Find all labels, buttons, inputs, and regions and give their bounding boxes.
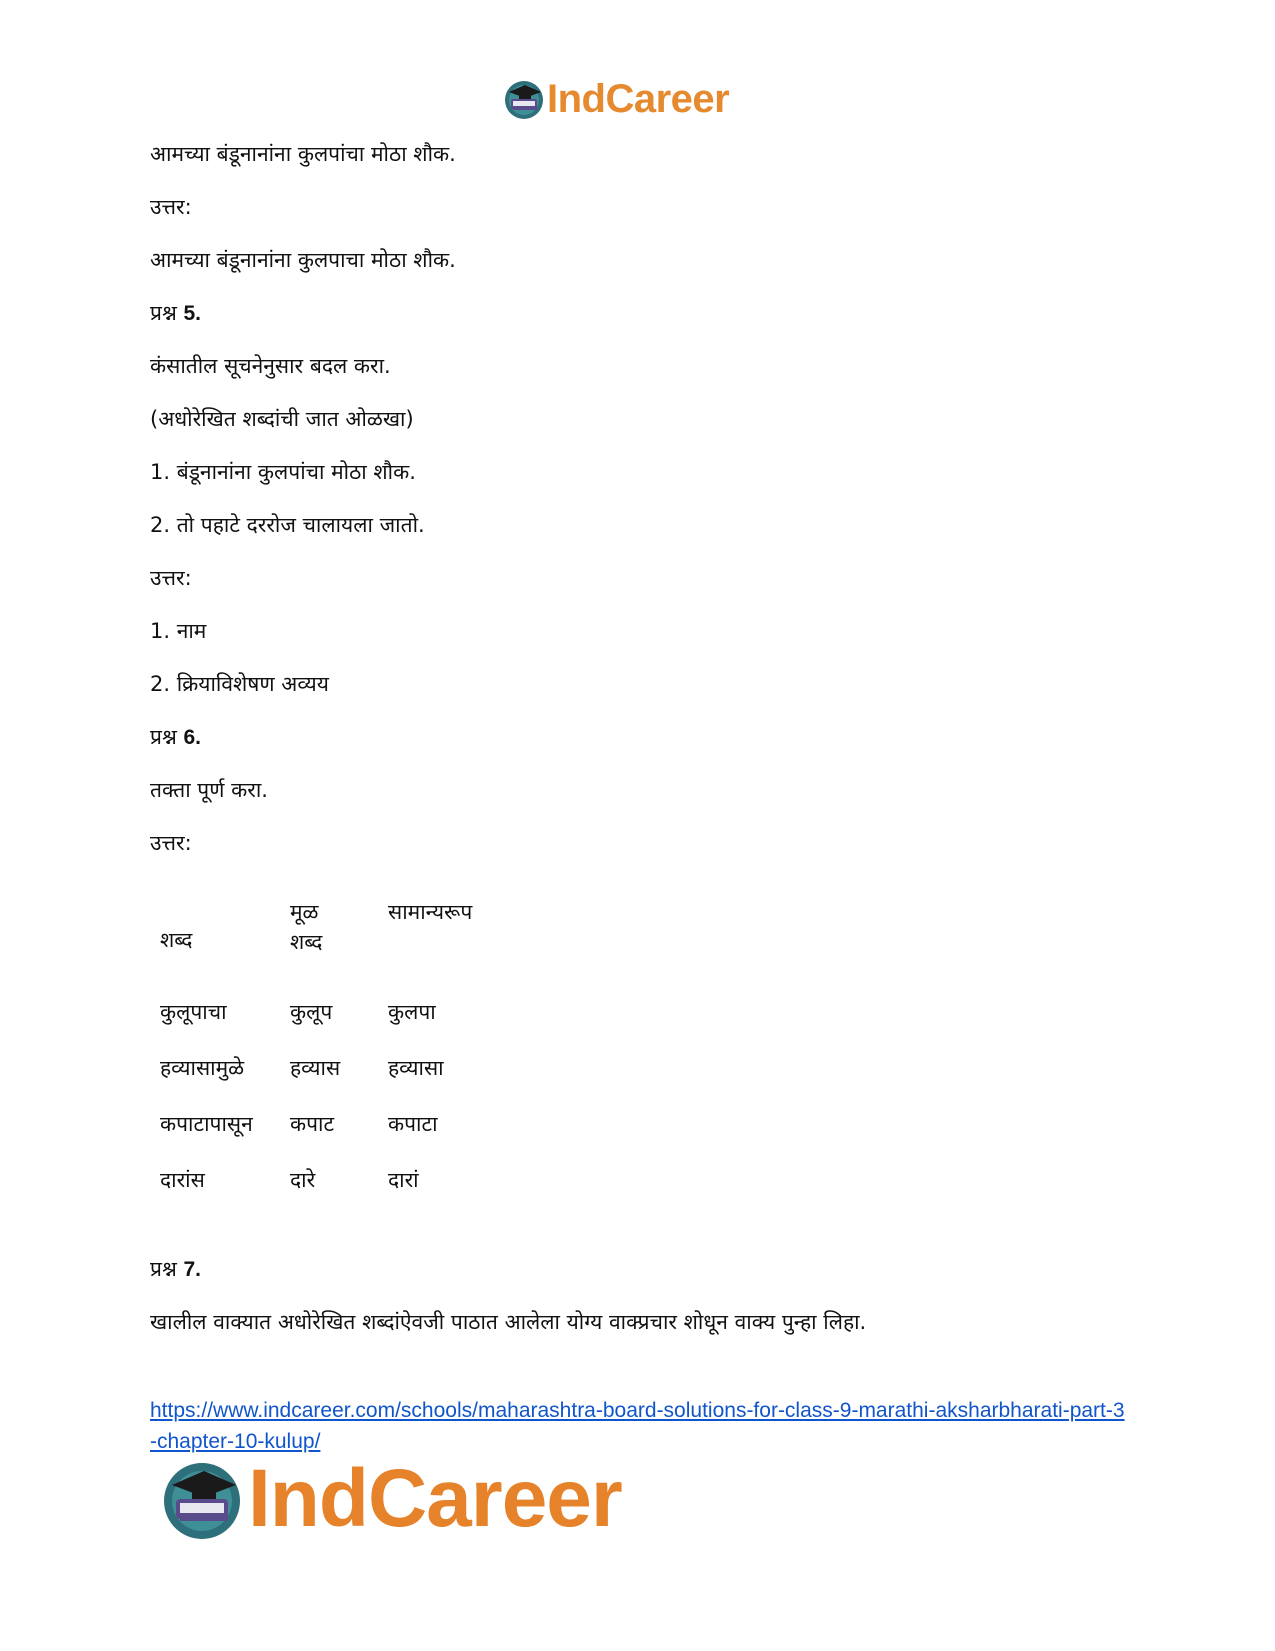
table-cell: कुलूपाचा <box>160 1000 227 1024</box>
question-number: 7. <box>183 1258 201 1281</box>
paragraph: कंसातील सूचनेनुसार बदल करा. <box>150 354 391 378</box>
source-link[interactable]: https://www.indcareer.com/schools/maharashtra-board-solutions-for-class-9-marathi-aksharbharati-part-3-chapter-10-kulup/ <box>150 1399 1125 1453</box>
table-cell: कुलूप <box>290 1000 333 1024</box>
question-heading-7 <box>150 1257 201 1282</box>
list-item: 2. क्रियाविशेषण अव्यय <box>150 672 329 696</box>
question-number: 6. <box>183 726 201 749</box>
table-cell: हव्यासामुळे <box>160 1056 245 1080</box>
table-cell: कपाट <box>290 1112 335 1136</box>
graduation-book-globe-icon <box>160 1457 244 1541</box>
list-item: 1. नाम <box>150 619 207 643</box>
indcareer-logo-footer <box>160 1453 622 1544</box>
paragraph: (अधोरेखित शब्दांची जात ओळखा) <box>150 407 414 431</box>
list-item: 1. बंडूनानांना कुलपांचा मोठा शौक. <box>150 460 416 484</box>
table-cell: हव्यास <box>290 1056 341 1080</box>
answer-label: उत्तर: <box>150 831 192 855</box>
question-heading-6 <box>150 725 201 750</box>
table-cell: दारे <box>290 1168 316 1192</box>
paragraph: आमच्या बंडूनानांना कुलपांचा मोठा शौक. <box>150 142 456 166</box>
brand-name: IndCareer <box>547 77 730 121</box>
brand-name: IndCareer <box>248 1453 622 1544</box>
answer-label: उत्तर: <box>150 195 192 219</box>
graduation-book-globe-icon <box>503 78 545 120</box>
paragraph: तक्ता पूर्ण करा. <box>150 778 268 802</box>
paragraph: आमच्या बंडूनानांना कुलपाचा मोठा शौक. <box>150 248 456 272</box>
question-prefix: प्रश्न <box>150 725 177 749</box>
indcareer-logo-header <box>503 78 729 120</box>
table-cell: कुलपा <box>388 1000 436 1024</box>
table-cell: कपाटा <box>388 1112 438 1136</box>
table-cell: दारांस <box>160 1168 205 1192</box>
table-cell: दारां <box>388 1168 419 1192</box>
question-prefix: प्रश्न <box>150 301 177 325</box>
table-header: मूळ शब्द <box>290 900 323 955</box>
table-header: शब्द <box>160 928 193 952</box>
answer-label: उत्तर: <box>150 566 192 590</box>
table-cell: हव्यासा <box>388 1056 444 1080</box>
table-header: सामान्यरूप <box>388 900 473 924</box>
table-cell: कपाटापासून <box>160 1112 253 1136</box>
question-prefix: प्रश्न <box>150 1257 177 1281</box>
paragraph: खालील वाक्यात अधोरेखित शब्दांऐवजी पाठात आलेला योग्य वाक्प्रचार शोधून वाक्य पुन्हा लिहा. <box>150 1310 867 1334</box>
list-item: 2. तो पहाटे दररोज चालायला जातो. <box>150 513 425 537</box>
question-number: 5. <box>183 302 201 325</box>
question-heading-5 <box>150 301 201 326</box>
